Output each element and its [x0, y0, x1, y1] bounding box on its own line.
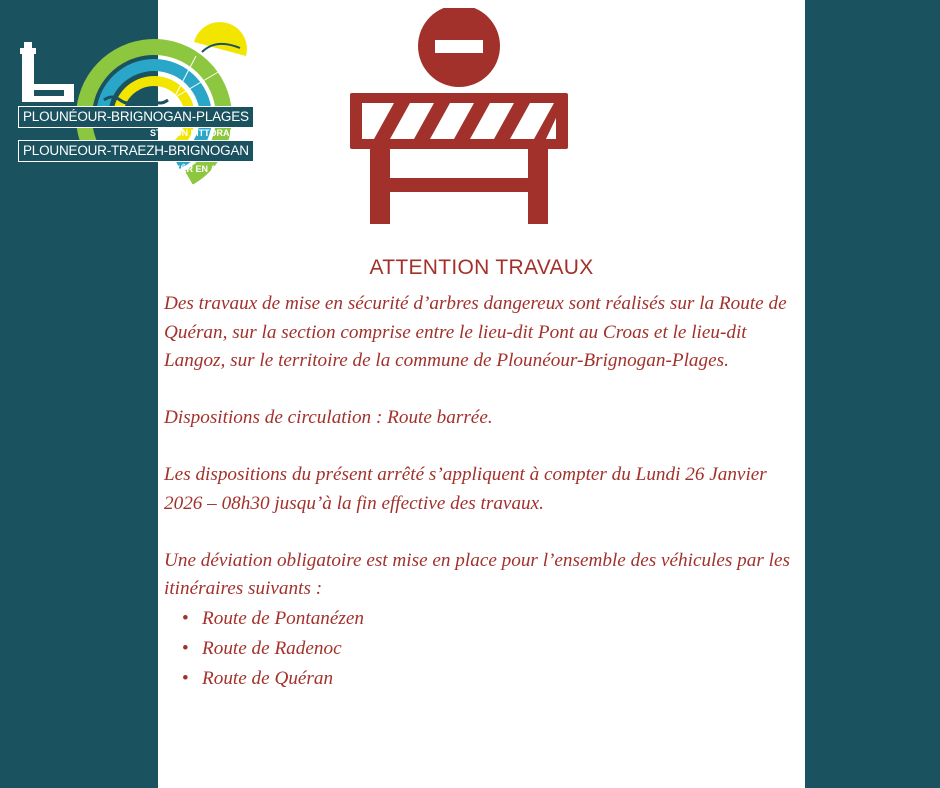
notice-title: ATTENTION TRAVAUX	[369, 256, 594, 279]
no-entry-icon	[418, 8, 500, 87]
route-list	[164, 604, 804, 694]
route-item: • Route de Pontanézen	[202, 604, 804, 634]
notice-paragraph-4: Une déviation obligatoire est mise en place pour l’ensemble des véhicules par les itinéraires suivants :	[164, 549, 790, 599]
logo-text-line3: PLOUNEOUR-TRAEZH-BRIGNOGAN	[18, 140, 254, 162]
notice-paragraph-2: Dispositions de circulation : Route barrée.	[164, 407, 493, 428]
route-item: • Route de Quéran	[202, 664, 804, 694]
notice-paragraph-3: Les dispositions du présent arrêté s’appliquent à compter du Lundi 26 Janvier 2026 – 08h30 jusqu’à la fin effective des travaux.	[164, 464, 767, 514]
notice-paragraph-1: Des travaux de mise en sécurité d’arbres dangereux sont réalisés sur la Route de Quéran, sur la section comprise entre le lieu-dit Pont au Croas et le lieu-dit Langoz, sur le territoire de la commune de Plounéour-Brignogan-Plages.	[164, 293, 787, 371]
notice-body	[164, 290, 804, 694]
logo-text-line2: STATION LITTORALE	[150, 128, 241, 138]
logo-text-line4: KÊR EN ARVOR	[174, 164, 243, 174]
lighthouse-icon	[20, 42, 74, 102]
town-logo	[14, 22, 254, 184]
barrier-icon	[348, 8, 570, 230]
logo-text-line1: PLOUNÉOUR-BRIGNOGAN-PLAGES	[18, 106, 254, 128]
route-item: • Route de Radenoc	[202, 634, 804, 664]
